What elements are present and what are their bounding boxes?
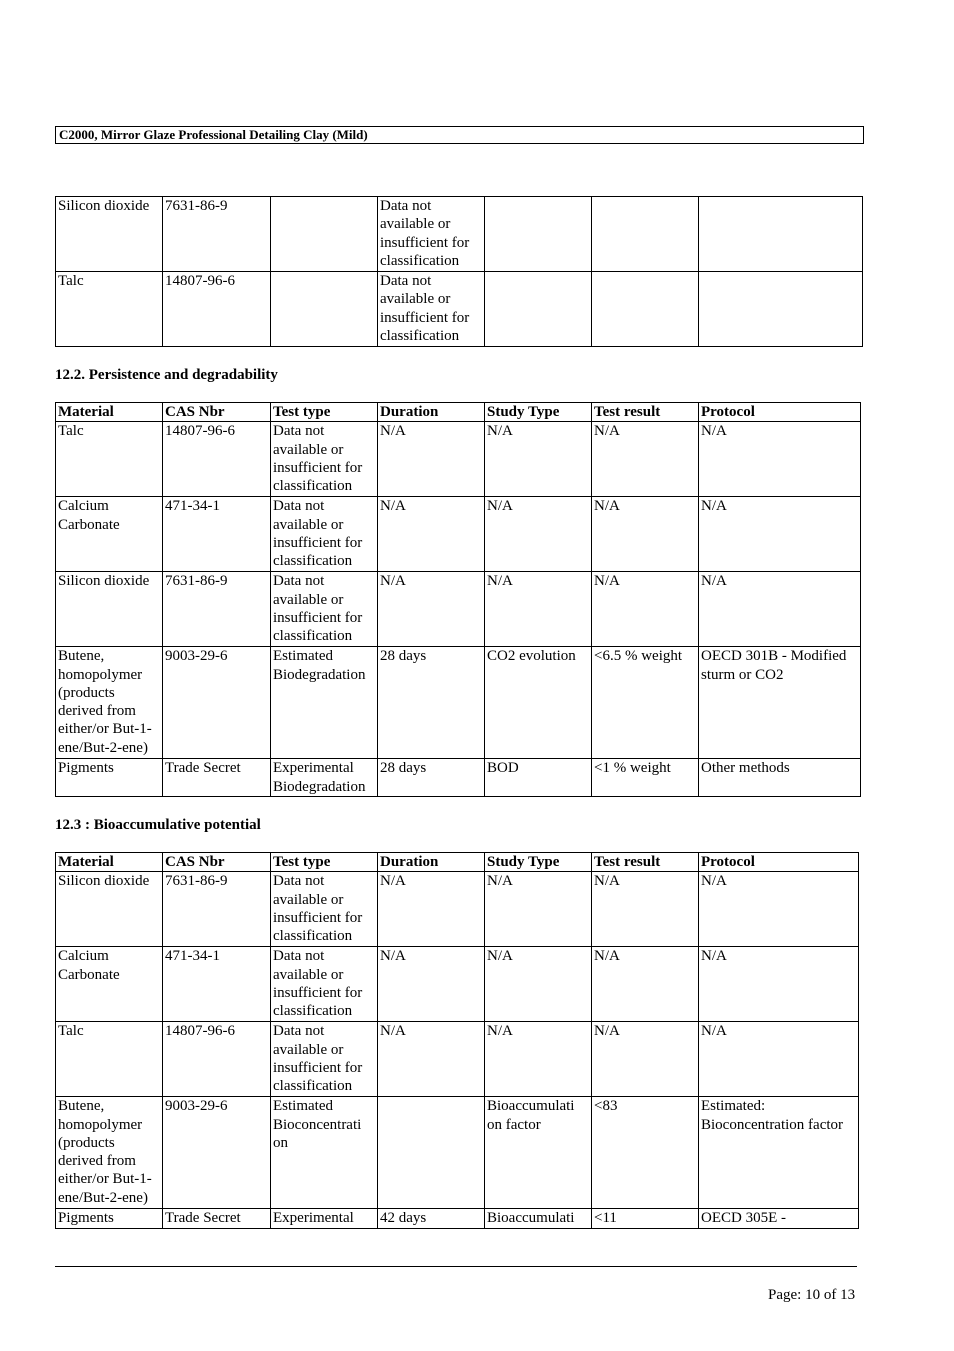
table-cell: N/A <box>592 947 699 1022</box>
table-cell: N/A <box>592 572 699 647</box>
table-cell <box>592 272 699 347</box>
table-cell: N/A <box>378 947 485 1022</box>
table-row <box>56 872 859 947</box>
table-cell: 471-34-1 <box>163 497 271 572</box>
table-header-row <box>56 853 859 872</box>
table-cell: Data not available or insufficient for classification <box>271 947 378 1022</box>
table-cell: <1 % weight <box>592 759 699 797</box>
table-cell: N/A <box>699 947 859 1022</box>
table-cell <box>271 197 378 272</box>
page-number: Page: 10 of 13 <box>768 1287 856 1303</box>
table-cell: 28 days <box>378 647 485 759</box>
table-cell: Trade Secret <box>163 759 271 797</box>
table-cell <box>378 1097 485 1209</box>
table-row <box>56 1209 859 1228</box>
table-cell: Pigments <box>56 759 163 797</box>
table-cell <box>485 197 592 272</box>
table-row <box>56 422 861 497</box>
table-cell: Pigments <box>56 1209 163 1228</box>
table-row <box>56 572 861 647</box>
table-cell: Data not available or insufficient for classification <box>271 1022 378 1097</box>
table-cell: Calcium Carbonate <box>56 947 163 1022</box>
table-cell: OECD 305E - <box>699 1209 859 1228</box>
table-cell: 14807-96-6 <box>163 422 271 497</box>
table-cell: Talc <box>56 1022 163 1097</box>
table-cell: <6.5 % weight <box>592 647 699 759</box>
table-cell: 9003-29-6 <box>163 1097 271 1209</box>
document-title: C2000, Mirror Glaze Professional Detailing Clay (Mild) <box>59 127 368 142</box>
table-cell: OECD 301B - Modified sturm or CO2 <box>699 647 861 759</box>
column-header: Material <box>56 403 163 422</box>
table-cell: Bioaccumulati on factor <box>485 1097 592 1209</box>
table-cell: 7631-86-9 <box>163 872 271 947</box>
column-header: CAS Nbr <box>163 403 271 422</box>
column-header: Test result <box>592 403 699 422</box>
table-cell: N/A <box>485 497 592 572</box>
table-header-row <box>56 403 861 422</box>
table-cell: N/A <box>699 1022 859 1097</box>
table-cell: Experimental Biodegradation <box>271 759 378 797</box>
section-title-persistence: 12.2. Persistence and degradability <box>55 367 278 383</box>
table-cell: N/A <box>699 572 861 647</box>
table-cell: N/A <box>485 572 592 647</box>
column-header: CAS Nbr <box>163 853 271 872</box>
column-header: Study Type <box>485 403 592 422</box>
table-cell: N/A <box>378 572 485 647</box>
table-cell: CO2 evolution <box>485 647 592 759</box>
table-cell: N/A <box>485 422 592 497</box>
table-cell: N/A <box>485 872 592 947</box>
table-cell: Estimated Biodegradation <box>271 647 378 759</box>
table-row <box>56 1022 859 1097</box>
table-cell: Data not available or insufficient for classification <box>378 197 485 272</box>
table-cell: Estimated Bioconcentrati on <box>271 1097 378 1209</box>
column-header: Test type <box>271 403 378 422</box>
table-cell: Silicon dioxide <box>56 872 163 947</box>
table-cell: 28 days <box>378 759 485 797</box>
table-cell: N/A <box>592 1022 699 1097</box>
table-cell: <83 <box>592 1097 699 1209</box>
column-header: Duration <box>378 853 485 872</box>
table-cell: N/A <box>378 422 485 497</box>
column-header: Protocol <box>699 853 859 872</box>
table-cell: 14807-96-6 <box>163 272 271 347</box>
table-cell: Butene, homopolymer (products derived from either/or But-1-ene/But-2-ene) <box>56 1097 163 1209</box>
table-cell <box>699 272 863 347</box>
table-cell: Data not available or insufficient for classification <box>271 572 378 647</box>
table-cell: N/A <box>592 872 699 947</box>
table-cell: Butene, homopolymer (products derived from either/or But-1-ene/But-2-ene) <box>56 647 163 759</box>
table-cell: Data not available or insufficient for classification <box>271 872 378 947</box>
table-cell: N/A <box>378 1022 485 1097</box>
column-header: Material <box>56 853 163 872</box>
footer-divider <box>55 1266 857 1267</box>
table-row <box>56 647 861 759</box>
table-row <box>56 759 861 797</box>
table-cell: Other methods <box>699 759 861 797</box>
column-header: Test type <box>271 853 378 872</box>
table-row <box>56 197 863 272</box>
table-cell: N/A <box>592 422 699 497</box>
table-cell: N/A <box>699 422 861 497</box>
table-cell: Trade Secret <box>163 1209 271 1228</box>
column-header: Test result <box>592 853 699 872</box>
table-cell <box>485 272 592 347</box>
table-cell: Bioaccumulati <box>485 1209 592 1228</box>
table-cell: Data not available or insufficient for classification <box>378 272 485 347</box>
table-cell: N/A <box>378 497 485 572</box>
table-cell: N/A <box>378 872 485 947</box>
table-cell: Data not available or insufficient for classification <box>271 422 378 497</box>
table-cell: BOD <box>485 759 592 797</box>
table-row <box>56 1097 859 1209</box>
table-cell: 7631-86-9 <box>163 572 271 647</box>
table-cell: N/A <box>485 947 592 1022</box>
table-cell: Data not available or insufficient for classification <box>271 497 378 572</box>
column-header: Study Type <box>485 853 592 872</box>
column-header: Duration <box>378 403 485 422</box>
document-header <box>55 126 864 144</box>
table-cell: Calcium Carbonate <box>56 497 163 572</box>
persistence-table <box>55 402 861 797</box>
table-cell: 7631-86-9 <box>163 197 271 272</box>
table-cell: Estimated: Bioconcentration factor <box>699 1097 859 1209</box>
table-cell: Talc <box>56 272 163 347</box>
bioaccumulative-table <box>55 852 859 1229</box>
table-row <box>56 947 859 1022</box>
table-cell: N/A <box>592 497 699 572</box>
table-cell: N/A <box>699 872 859 947</box>
section-title-bioaccumulative: 12.3 : Bioaccumulative potential <box>55 817 261 833</box>
table-cell: 14807-96-6 <box>163 1022 271 1097</box>
table-cell: <11 <box>592 1209 699 1228</box>
table-cell: 42 days <box>378 1209 485 1228</box>
table-cell: N/A <box>699 497 861 572</box>
table-cell: 471-34-1 <box>163 947 271 1022</box>
table-row <box>56 497 861 572</box>
table-row <box>56 272 863 347</box>
table-cell <box>699 197 863 272</box>
table-cell <box>271 272 378 347</box>
table-cell: Experimental <box>271 1209 378 1228</box>
toxicity-continuation-table <box>55 196 863 347</box>
table-cell <box>592 197 699 272</box>
table-cell: 9003-29-6 <box>163 647 271 759</box>
table-cell: Silicon dioxide <box>56 572 163 647</box>
table-cell: Silicon dioxide <box>56 197 163 272</box>
column-header: Protocol <box>699 403 861 422</box>
table-cell: Talc <box>56 422 163 497</box>
table-cell: N/A <box>485 1022 592 1097</box>
